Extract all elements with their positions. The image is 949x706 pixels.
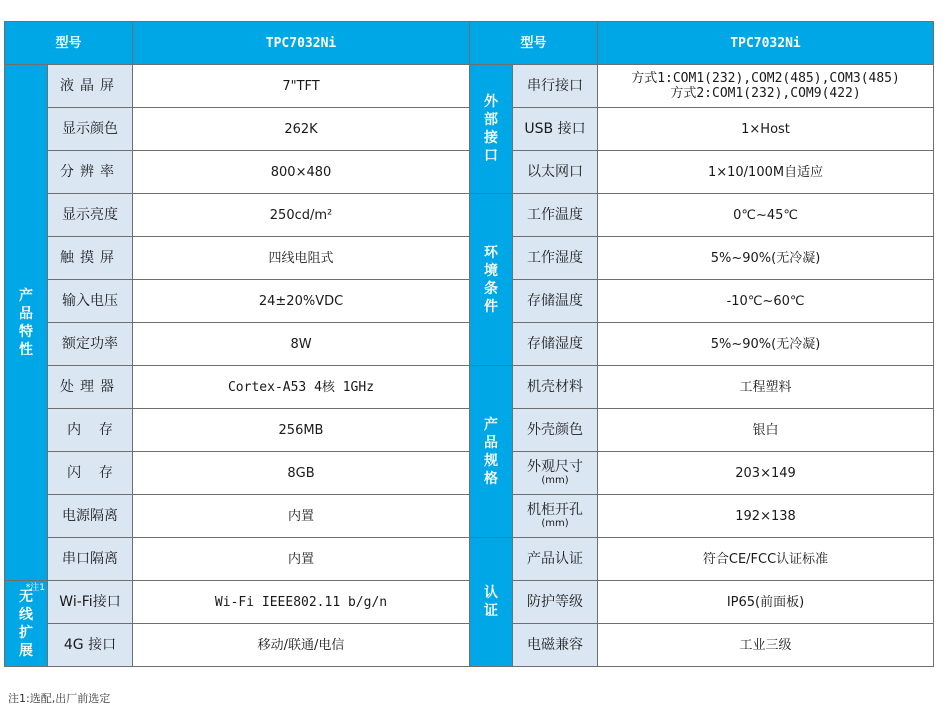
row-value: Wi-Fi IEEE802.11 b/g/n <box>133 581 470 624</box>
row-value: 0℃~45℃ <box>598 194 934 237</box>
row-label: 工作湿度 <box>513 237 598 280</box>
row-label: 额定功率 <box>48 323 133 366</box>
row-label: 机柜开孔 <box>527 501 584 518</box>
row-label: Wi-Fi接口 <box>48 581 133 624</box>
table-row <box>5 538 934 581</box>
category-environment: 环境条件 <box>470 194 513 366</box>
row-label: 工作温度 <box>513 194 598 237</box>
table-row <box>5 366 934 409</box>
row-value: 工程塑料 <box>598 366 934 409</box>
wireless-note-mark: *注1 <box>25 583 45 593</box>
row-label-with-unit <box>513 452 598 495</box>
row-value: 262K <box>133 108 470 151</box>
serial-mode-1: 方式1:COM1(232),COM2(485),COM3(485) <box>631 71 900 86</box>
row-value: -10℃~60℃ <box>598 280 934 323</box>
row-label-with-unit <box>513 495 598 538</box>
row-label: 串行接口 <box>513 65 598 108</box>
row-label: 内 存 <box>48 409 133 452</box>
row-value: 203×149 <box>598 452 934 495</box>
row-label: 存储温度 <box>513 280 598 323</box>
row-value: 5%~90%(无冷凝) <box>598 323 934 366</box>
row-value: 5%~90%(无冷凝) <box>598 237 934 280</box>
row-label: 电源隔离 <box>48 495 133 538</box>
row-value: 移动/联通/电信 <box>133 624 470 667</box>
header-model-value-right: TPC7032Ni <box>598 22 934 65</box>
row-value-serial <box>598 65 934 108</box>
category-product-features: 产品特性 <box>5 65 48 581</box>
row-label: 触摸屏 <box>48 237 133 280</box>
table-header-row <box>5 22 934 65</box>
row-label-unit: (mm) <box>541 474 569 486</box>
row-value: 1×10/100M自适应 <box>598 151 934 194</box>
header-model-label-left: 型号 <box>5 22 133 65</box>
row-label: 处理器 <box>48 366 133 409</box>
footnote: 注1:选配,出厂前选定 <box>8 692 111 705</box>
row-label: 以太网口 <box>513 151 598 194</box>
row-label: 产品认证 <box>513 538 598 581</box>
table-row <box>5 194 934 237</box>
serial-mode-2: 方式2:COM1(232),COM9(422) <box>670 86 861 101</box>
row-label: 防护等级 <box>513 581 598 624</box>
row-value: 银白 <box>598 409 934 452</box>
row-label: USB 接口 <box>513 108 598 151</box>
row-label: 存储湿度 <box>513 323 598 366</box>
row-label: 机壳材料 <box>513 366 598 409</box>
row-value: 24±20%VDC <box>133 280 470 323</box>
row-value: Cortex-A53 4核 1GHz <box>133 366 470 409</box>
row-value: 250cd/m² <box>133 194 470 237</box>
category-certification: 认证 <box>470 538 513 667</box>
row-value: 工业三级 <box>598 624 934 667</box>
row-label: 电磁兼容 <box>513 624 598 667</box>
row-value: 内置 <box>133 495 470 538</box>
row-value: 7"TFT <box>133 65 470 108</box>
row-value: 内置 <box>133 538 470 581</box>
category-external-interfaces: 外部接口 <box>470 65 513 194</box>
row-label: 显示亮度 <box>48 194 133 237</box>
row-value: 符合CE/FCC认证标准 <box>598 538 934 581</box>
row-label: 外壳颜色 <box>513 409 598 452</box>
header-model-label-right: 型号 <box>470 22 598 65</box>
row-label: 串口隔离 <box>48 538 133 581</box>
category-wireless-expansion: *注1 无线扩展 <box>5 581 48 667</box>
row-value: 四线电阻式 <box>133 237 470 280</box>
row-value: 192×138 <box>598 495 934 538</box>
row-label-unit: (mm) <box>541 517 569 529</box>
row-value: 8GB <box>133 452 470 495</box>
row-label: 输入电压 <box>48 280 133 323</box>
row-label: 闪 存 <box>48 452 133 495</box>
table-row <box>5 65 934 108</box>
row-label: 4G 接口 <box>48 624 133 667</box>
row-label: 显示颜色 <box>48 108 133 151</box>
row-value: 256MB <box>133 409 470 452</box>
spec-table <box>4 21 934 667</box>
row-label: 液晶屏 <box>48 65 133 108</box>
row-value: 800×480 <box>133 151 470 194</box>
row-value: IP65(前面板) <box>598 581 934 624</box>
row-value: 1×Host <box>598 108 934 151</box>
category-product-spec: 产品规格 <box>470 366 513 538</box>
header-model-value-left: TPC7032Ni <box>133 22 470 65</box>
row-label: 分辨率 <box>48 151 133 194</box>
row-value: 8W <box>133 323 470 366</box>
row-label: 外观尺寸 <box>527 458 584 475</box>
